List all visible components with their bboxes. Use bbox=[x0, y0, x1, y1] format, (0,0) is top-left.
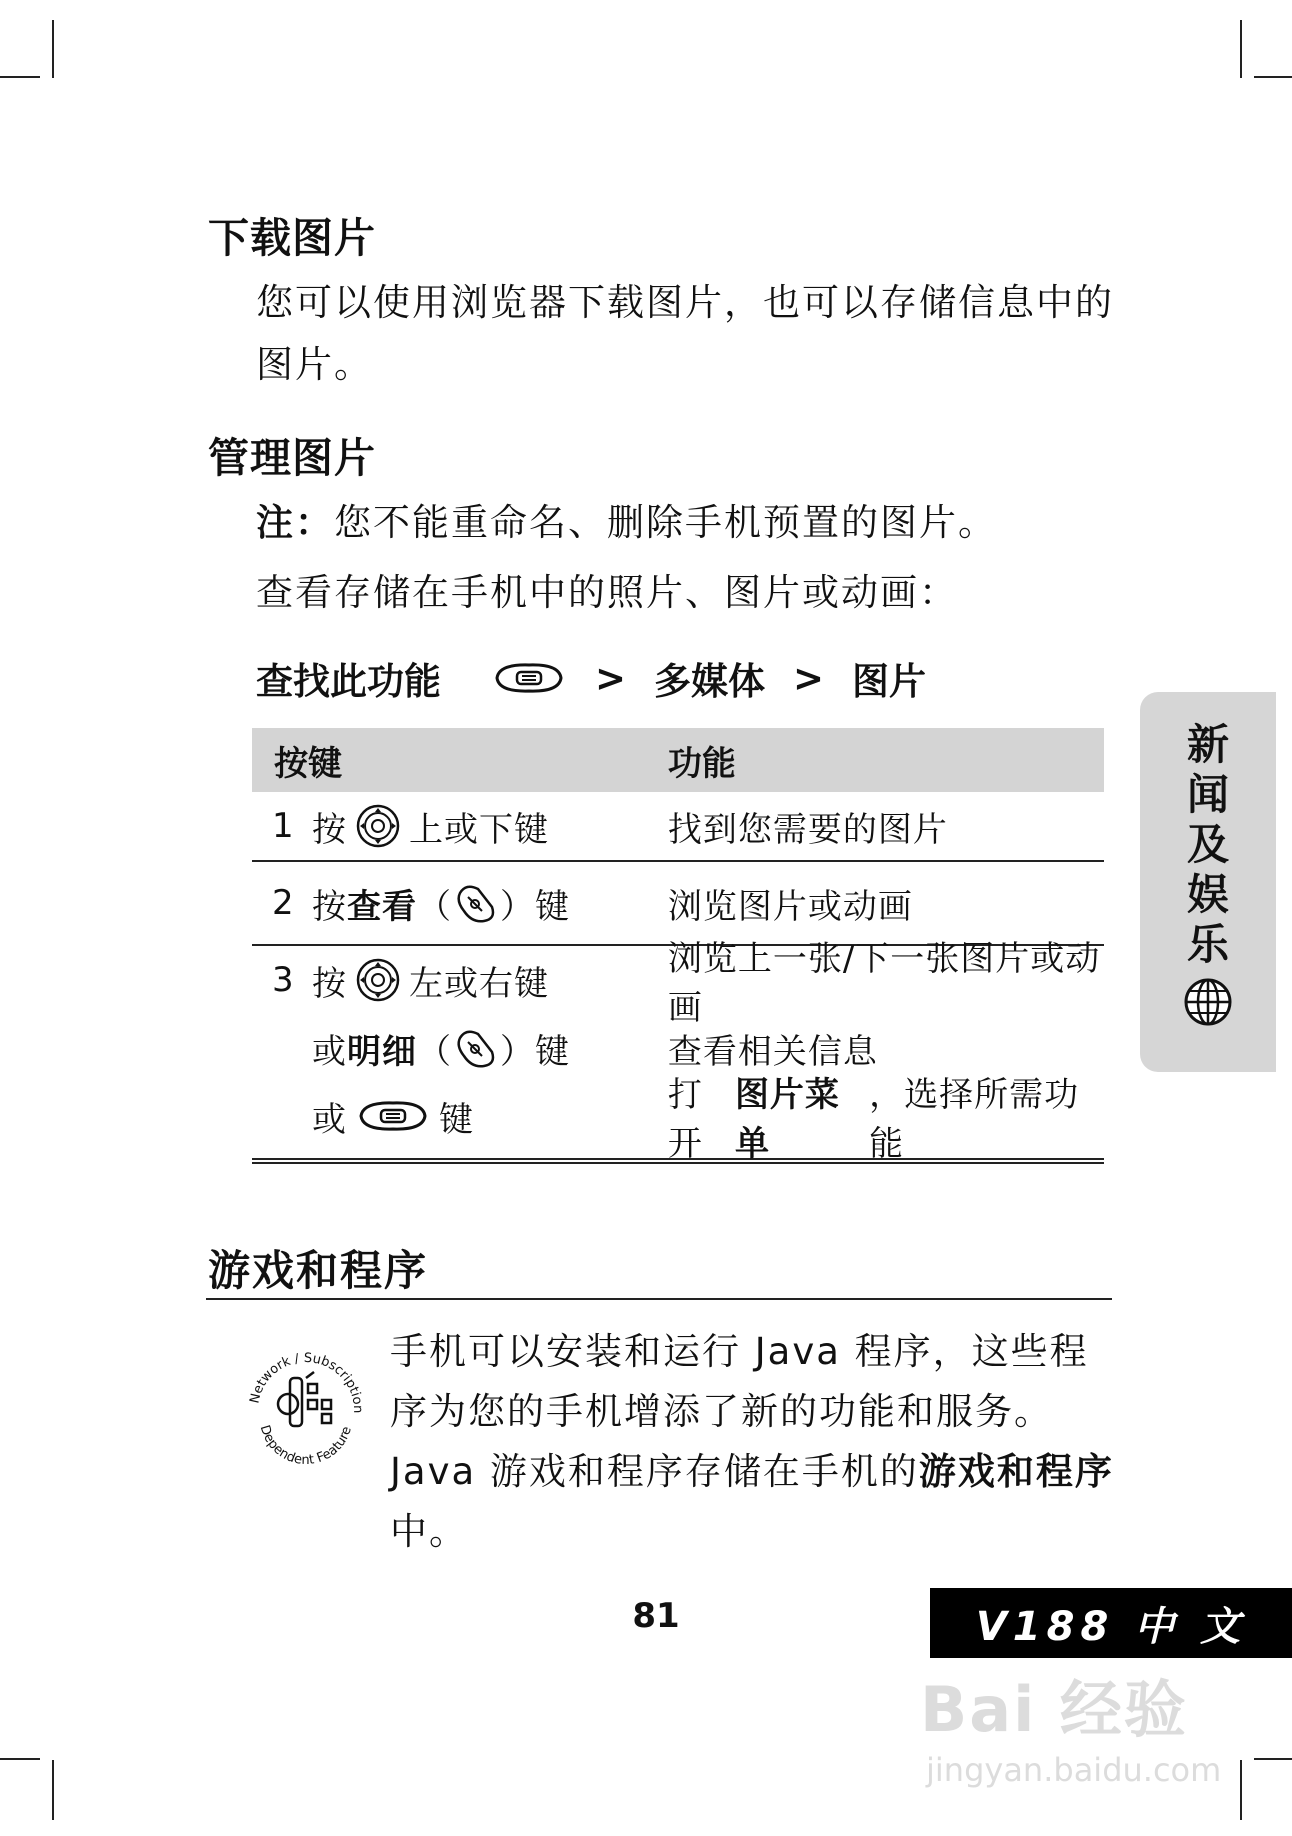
key-suffix: 键 bbox=[439, 1099, 474, 1140]
crop-mark bbox=[52, 20, 54, 78]
row-function-2: 查看相关信息 bbox=[667, 1031, 878, 1072]
key-or: 或 bbox=[312, 1031, 347, 1072]
games-text-end: 中。 bbox=[390, 1510, 468, 1553]
table-row bbox=[252, 945, 1104, 1161]
row-function: 找到您需要的图片 bbox=[667, 809, 948, 850]
table-row bbox=[252, 792, 1104, 861]
right-softkey-icon bbox=[452, 879, 500, 927]
key-function-table bbox=[252, 728, 1104, 1164]
tab-char: 乐 bbox=[1186, 920, 1229, 969]
find-feature-path bbox=[256, 648, 926, 708]
row-function: 浏览图片或动画 bbox=[667, 886, 913, 927]
key-verb: 按 bbox=[312, 809, 347, 850]
key-view-label: 查看 bbox=[347, 886, 417, 927]
download-heading: 下载图片 bbox=[208, 214, 376, 262]
crop-mark bbox=[1240, 20, 1242, 78]
find-label: 查找此功能 bbox=[256, 660, 441, 703]
section-divider bbox=[206, 1298, 1112, 1300]
crop-mark bbox=[52, 1760, 54, 1820]
row-key-text bbox=[312, 792, 650, 860]
row-key-text bbox=[312, 862, 650, 944]
picture-menu-label: 图片菜单 bbox=[734, 1075, 840, 1164]
path-separator: > bbox=[793, 656, 825, 700]
function-open: 打开 bbox=[667, 1075, 703, 1164]
network-dependent-feature-icon bbox=[244, 1344, 368, 1468]
globe-icon bbox=[1182, 976, 1234, 1028]
chapter-side-tab bbox=[1140, 692, 1276, 1072]
right-softkey-icon bbox=[452, 1024, 500, 1072]
crop-mark bbox=[1254, 76, 1292, 78]
tab-char: 新 bbox=[1186, 720, 1229, 769]
menu-key-icon bbox=[355, 1098, 431, 1134]
games-paragraph bbox=[390, 1322, 1120, 1562]
key-or: 或 bbox=[312, 1099, 347, 1140]
watermark-logo: Bai 经验 bbox=[920, 1673, 1188, 1746]
view-instruction: 查看存储在手机中的照片、图片或动画： bbox=[256, 571, 958, 614]
games-text: 手机可以安装和运行 Java 程序，这些程序为您的手机增添了新的功能和服务。Java 游戏和程序存储在手机的 bbox=[390, 1330, 1089, 1493]
row-number: 1 bbox=[272, 806, 295, 846]
key-details-label: 明细 bbox=[347, 1031, 417, 1072]
key-verb: 按 bbox=[312, 886, 347, 927]
note-text: 您不能重命名、删除手机预置的图片。 bbox=[334, 501, 997, 544]
download-paragraph: 您可以使用浏览器下载图片，也可以存储信息中的图片。 bbox=[256, 281, 1114, 386]
path-step-multimedia: 多媒体 bbox=[654, 660, 766, 703]
manage-heading: 管理图片 bbox=[208, 434, 376, 482]
nav-key-icon bbox=[355, 803, 401, 849]
tab-char: 闻 bbox=[1186, 770, 1229, 819]
key-direction: 上或下键 bbox=[409, 809, 549, 850]
row-key-text-2 bbox=[312, 1014, 650, 1082]
nav-key-icon bbox=[355, 957, 401, 1003]
page-number: 81 bbox=[632, 1596, 680, 1636]
paren-close-key: ）键 bbox=[500, 1031, 570, 1072]
games-folder-label: 游戏和程序 bbox=[918, 1450, 1114, 1493]
note-line bbox=[256, 492, 1116, 554]
header-key: 按键 bbox=[252, 728, 650, 792]
row-function: 浏览上一张/下一张图片或动画 bbox=[667, 939, 1101, 1028]
baidu-watermark bbox=[920, 1660, 1221, 1789]
row-function-3 bbox=[667, 1075, 1104, 1164]
crop-mark bbox=[1240, 1760, 1242, 1820]
note-label: 注： bbox=[256, 501, 334, 544]
tab-char: 娱 bbox=[1186, 870, 1229, 919]
watermark-url: jingyan.baidu.com bbox=[926, 1751, 1222, 1789]
path-separator: > bbox=[595, 656, 627, 700]
row-number: 3 bbox=[272, 960, 295, 1000]
key-direction: 左或右键 bbox=[409, 963, 549, 1004]
svg-text:Dependent Feature: Dependent Feature bbox=[256, 1423, 355, 1468]
row-key-text bbox=[312, 946, 650, 1014]
path-step-pictures: 图片 bbox=[852, 660, 927, 703]
crop-mark bbox=[1254, 1758, 1292, 1760]
function-select: ，选择所需功能 bbox=[869, 1075, 1080, 1164]
tab-char: 及 bbox=[1186, 820, 1229, 869]
games-heading: 游戏和程序 bbox=[208, 1246, 429, 1295]
row-key-text-3 bbox=[312, 1082, 650, 1150]
svg-text:Network / Subscription: Network / Subscription bbox=[247, 1350, 366, 1414]
menu-key-icon bbox=[491, 660, 567, 696]
row-number: 2 bbox=[272, 883, 295, 923]
paren-close-key: ）键 bbox=[500, 886, 570, 927]
crop-mark bbox=[0, 76, 40, 78]
header-function: 功能 bbox=[650, 728, 1104, 792]
crop-mark bbox=[0, 1758, 40, 1760]
key-verb: 按 bbox=[312, 963, 347, 1004]
paren-open: （ bbox=[417, 886, 452, 927]
paren-open: （ bbox=[417, 1031, 452, 1072]
model-banner: V188 中 文 bbox=[930, 1588, 1292, 1658]
